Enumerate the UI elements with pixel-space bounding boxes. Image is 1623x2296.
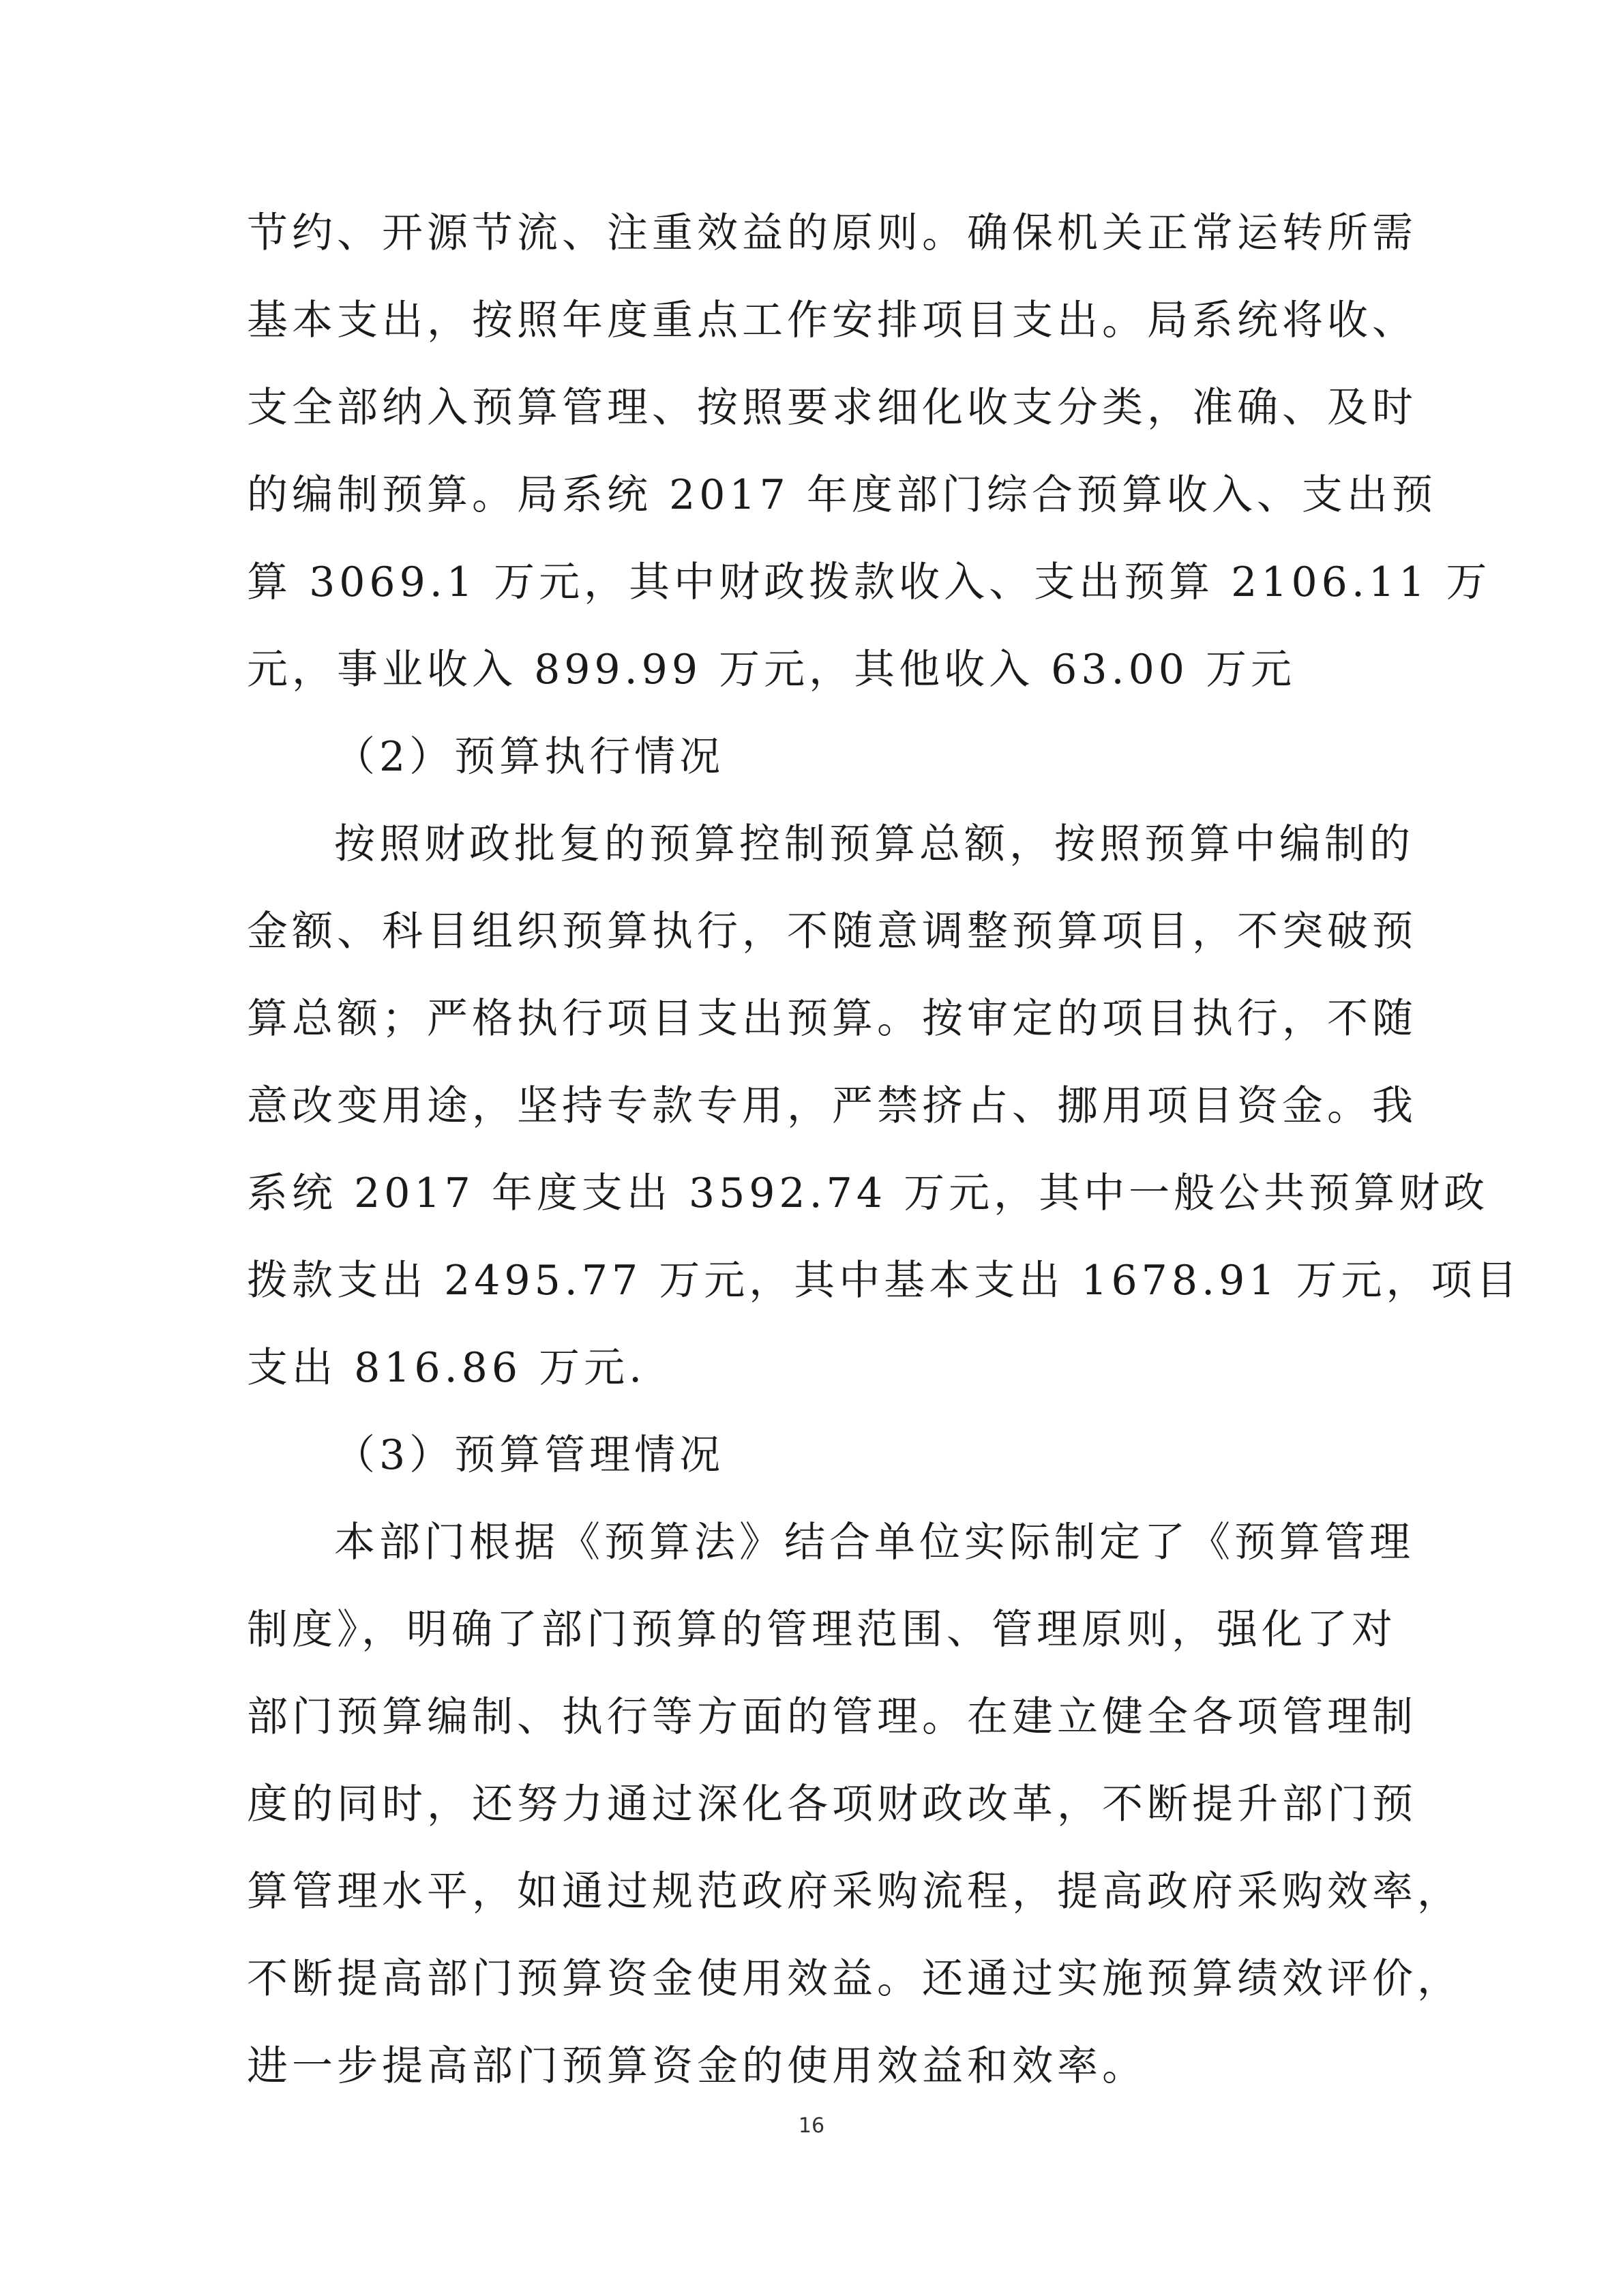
paragraph-line: 度的同时，还努力通过深化各项财政改革，不断提升部门预 <box>247 1780 1417 1828</box>
section-heading: （3）预算管理情况 <box>334 1431 725 1479</box>
paragraph-line: 部门预算编制、执行等方面的管理。在建立健全各项管理制 <box>247 1693 1417 1741</box>
page-number: 16 <box>798 2114 825 2138</box>
paragraph-line: 金额、科目组织预算执行，不随意调整预算项目，不突破预 <box>247 908 1417 955</box>
paragraph-line: 系统 2017 年度支出 3592.74 万元，其中一般公共预算财政 <box>247 1169 1489 1217</box>
paragraph-line: 意改变用途，坚持专款专用，严禁挤占、挪用项目资金。我 <box>247 1082 1417 1130</box>
paragraph-line: 算总额；严格执行项目支出预算。按审定的项目执行，不随 <box>247 995 1417 1043</box>
section-heading: （2）预算执行情况 <box>334 733 725 781</box>
paragraph-line: 按照财政批复的预算控制预算总额，按照预算中编制的 <box>334 820 1414 868</box>
paragraph-line: 不断提高部门预算资金使用效益。还通过实施预算绩效评价， <box>247 1955 1462 2003</box>
paragraph-line: 本部门根据《预算法》结合单位实际制定了《预算管理 <box>334 1519 1414 1566</box>
paragraph-line: 节约、开源节流、注重效益的原则。确保机关正常运转所需 <box>247 209 1417 257</box>
paragraph-line: 支出 816.86 万元. <box>247 1344 646 1392</box>
paragraph-line: 制度》，明确了部门预算的管理范围、管理原则，强化了对 <box>247 1606 1397 1654</box>
paragraph-line: 的编制预算。局系统 2017 年度部门综合预算收入、支出预 <box>247 471 1437 519</box>
paragraph-line: 拨款支出 2495.77 万元，其中基本支出 1678.91 万元，项目 <box>247 1257 1521 1304</box>
paragraph-line: 基本支出，按照年度重点工作安排项目支出。局系统将收、 <box>247 297 1417 344</box>
paragraph-line: 进一步提高部门预算资金的使用效益和效率。 <box>247 2042 1147 2090</box>
paragraph-line: 支全部纳入预算管理、按照要求细化收支分类，准确、及时 <box>247 384 1417 432</box>
paragraph-line: 算 3069.1 万元，其中财政拨款收入、支出预算 2106.11 万 <box>247 558 1491 606</box>
paragraph-line: 算管理水平，如通过规范政府采购流程，提高政府采购效率， <box>247 1868 1462 1915</box>
paragraph-line: 元，事业收入 899.99 万元，其他收入 63.00 万元 <box>247 646 1296 694</box>
